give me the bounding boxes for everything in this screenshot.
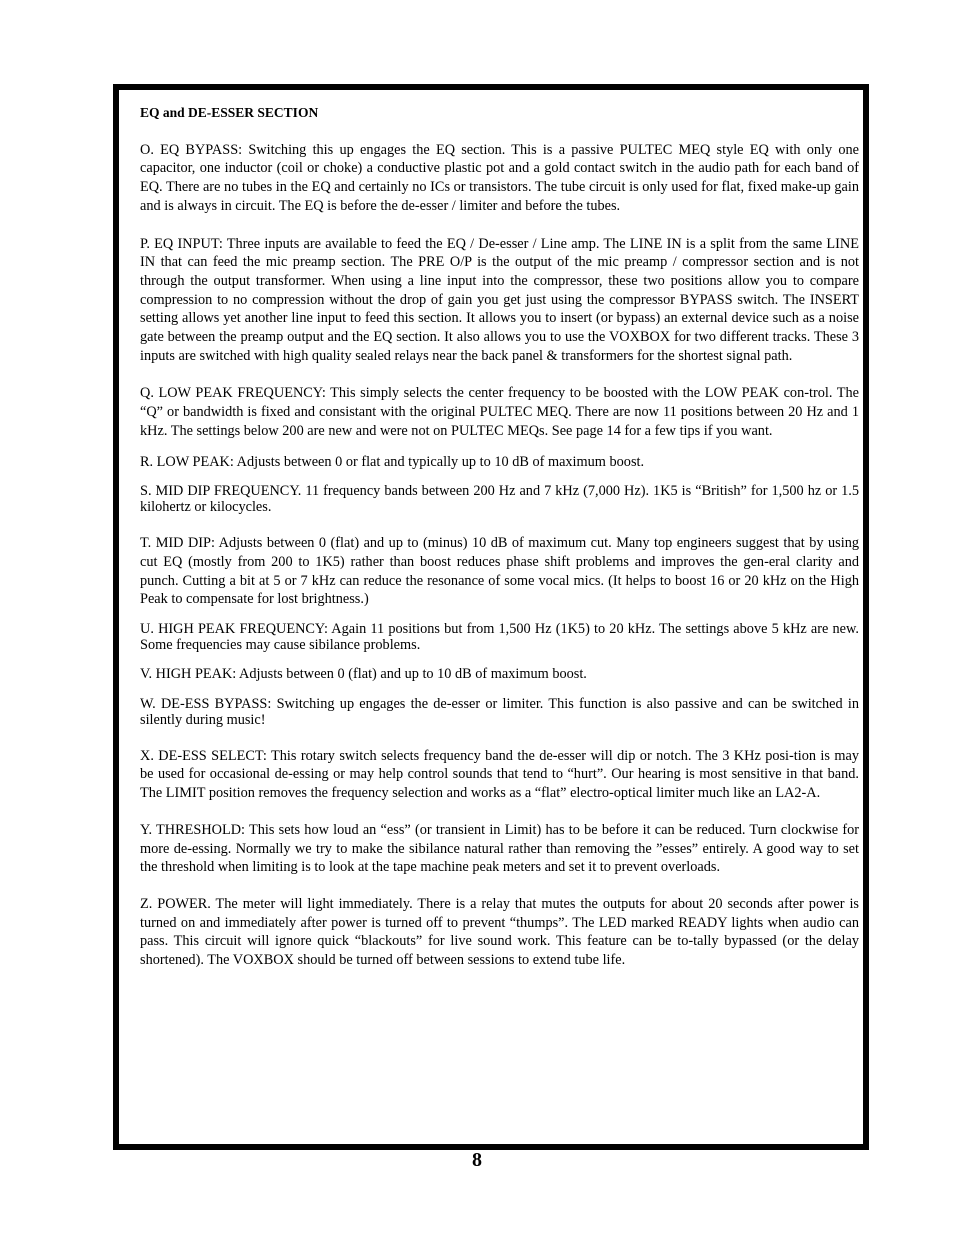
paragraph-high-peak-frequency: U. HIGH PEAK FREQUENCY: Again 11 positions but from 1,500 Hz (1K5) to 20 kHz. The settings above 5 kHz are new. Some frequencies may cause sibilance problems. [140,621,859,654]
paragraph-eq-input: P. EQ INPUT: Three inputs are available to feed the EQ / De-esser / Line amp. The LINE IN is a split from the same LINE IN that can feed the mic preamp section. The PRE O/P is the output of the mic preamp / compressor section and is not through the output transformer. When using a line input into the compressor, these two positions allow you to compare compression to no compression without the drop of gain you get just using the compressor BYPASS switch. The INSERT setting allows yet another line input to feed this section. It allows you to insert (or bypass) an external device such as a noise gate between the preamp output and the EQ section. It also allows you to use the VOXBOX for two different tracks. These 3 inputs are switched with high quality sealed relays near the back panel & transformers for the shortest signal path. [140,235,859,364]
paragraph-high-peak: V. HIGH PEAK: Adjusts between 0 (flat) and up to 10 dB of maximum boost. [140,666,587,683]
paragraph-mid-dip: T. MID DIP: Adjusts between 0 (flat) and up to (minus) 10 dB of maximum cut. Many top engineers suggest that by using cut EQ (mostly from 200 to 1K5) rather than boost reduces phase shift problems and improves the gen-eral clarity and punch. Cutting a bit at 5 or 7 kHz can reduce the resonance of some vocal mics. (It helps to boost 16 or 20 kHz on the High Peak to compensate for lost brightness.) [140,535,859,608]
paragraph-eq-bypass: O. EQ BYPASS: Switching this up engages the EQ section. This is a passive PULTEC MEQ style EQ with only one capacitor, one inductor (coil or choke) a conductive plastic pot and a gold contact switch in the audio path for each band of EQ. There are no tubes in the EQ and certainly no ICs or transistors. The tube circuit is only used for flat, fixed make-up gain and is always in circuit. The EQ is before the de-esser / limiter and before the tubes. [140,141,859,214]
paragraph-power: Z. POWER. The meter will light immediately. There is a relay that mutes the outputs for about 20 seconds after power is turned on and immediately after power is turned off to prevent “thumps”. The LED marked READY lights when audio can pass. This circuit will ignore quick “blackouts” for live sound work. This feature can be to-tally bypassed (or the delay shortened). The VOXBOX should be turned off between sessions to extend tube life. [140,895,859,969]
paragraph-de-ess-bypass: W. DE-ESS BYPASS: Switching up engages the de-esser or limiter. This function is also passive and can be switched in silently during music! [140,695,859,728]
paragraph-threshold: Y. THRESHOLD: This sets how loud an “ess” (or transient in Limit) has to be before it can be reduced. Turn clockwise for more de-essing. Normally we try to make the sibilance natural rather than removing the ”esses” entirely. A good way to set the threshold when limiting is to look at the tape machine peak meters and set it to prevent overloads. [140,821,859,876]
paragraph-low-peak-frequency: Q. LOW PEAK FREQUENCY: This simply selects the center frequency to be boosted with the LOW PEAK con-trol. The “Q” or bandwidth is fixed and consistant with the original PULTEC MEQ. There are now 11 positions between 20 Hz and 1 kHz. The settings below 200 are new and were not on PULTEC MEQs. See page 14 for a few tips if you want. [140,385,859,439]
section-content [140,104,859,970]
paragraph-low-peak: R. LOW PEAK: Adjusts between 0 or flat and typically up to 10 dB of maximum boost. [140,453,645,470]
paragraph-mid-dip-frequency: S. MID DIP FREQUENCY. 11 frequency bands between 200 Hz and 7 kHz (7,000 Hz). 1K5 is “British” for 1,500 hz or 1.5 kilohertz or kilocycles. [140,483,859,516]
paragraph-de-ess-select: X. DE-ESS SELECT: This rotary switch selects frequency band the de-esser will dip or notch. The 3 KHz posi-tion is may be used for occasional de-essing or may help control sounds that tend to “hurt”. Our hearing is most sensitive in that band. The LIMIT position removes the frequency selection and works as a “flat” electro-optical limiter much like an LA2-A. [140,747,859,802]
page-border-frame [113,84,869,1150]
page-number: 8 [472,1149,482,1171]
section-title: EQ and DE-ESSER SECTION [140,105,319,120]
